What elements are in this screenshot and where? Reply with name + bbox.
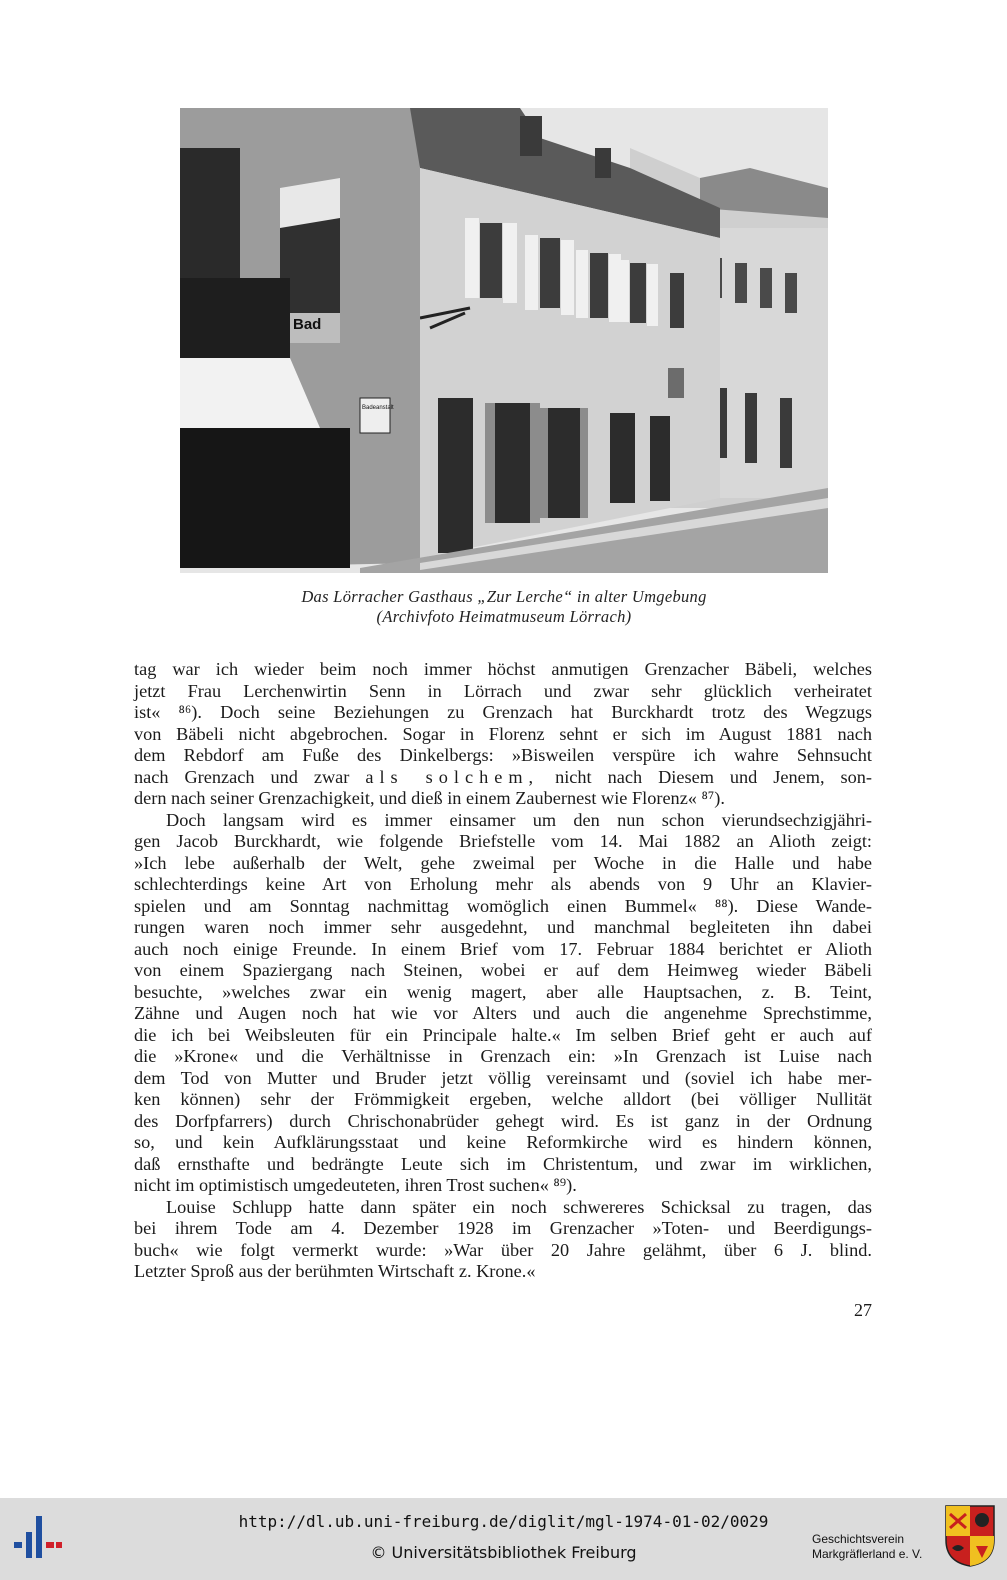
text-line: jetzt Frau Lerchenwirtin Senn in Lörrach und zwar sehr glücklich verheiratet — [134, 680, 872, 701]
text-line: von einem Spaziergang nach Steinen, wobei er auf dem Heimweg wieder Bäbeli — [134, 960, 872, 980]
text-line: buch« wie folgt vermerkt wurde: »War über 20 Jahre gelähmt, über 6 J. blind. — [134, 1239, 872, 1260]
spaced-emphasis: als solchem, — [365, 766, 540, 787]
text-line: von Bäbeli nicht abgebrochen. Sogar in Florenz sehnt er sich im August 1881 nach — [134, 723, 872, 744]
page-number: 27 — [854, 1300, 872, 1320]
copyright-notice: © Universitätsbibliothek Freiburg — [370, 1543, 637, 1562]
text-span: nicht nach Diesem und Jenem, son- — [555, 766, 872, 787]
text-line: tag war ich wieder beim noch immer höchst anmutigen Grenzacher Bäbeli, welches — [134, 659, 872, 679]
text-line: Louise Schlupp hatte dann später ein noch schwereres Schicksal zu tragen, das — [166, 1196, 872, 1217]
association-line-1: Geschichtsverein — [812, 1532, 905, 1546]
text-line: ken können) sehr der Frömmigkeit ergeben, welche alldort (bei völliger Nullität — [134, 1089, 872, 1109]
text-line: nicht im optimistisch umgedeuteten, ihren Trost suchen« ⁸⁹). — [134, 1175, 577, 1195]
text-line: ist« ⁸⁶). Doch seine Beziehungen zu Grenzach hat Burckhardt trotz des Wegzugs — [134, 702, 872, 722]
text-line: rungen waren noch immer sehr ausgedehnt, und manchmal begleiteten ihn dabei — [134, 917, 872, 937]
text-line: daß ernsthafte und bedrängte Leute sich im Christentum, und zwar im wirklichen, — [134, 1153, 872, 1174]
sign-small: Badeanstalt — [362, 405, 394, 411]
text-line: Letzter Sproß aus der berühmten Wirtschaft z. Krone.« — [134, 1261, 536, 1281]
text-line: die »Krone« und die Verhältnisse in Grenzach ein: »In Grenzach ist Luise nach — [134, 1046, 872, 1066]
text-line: des Dorfpfarrers) durch Chrischonabrüder gehegt wird. Es ist ganz in der Ordnung — [134, 1110, 872, 1131]
figure-caption-credit: (Archivfoto Heimatmuseum Lörrach) — [376, 607, 632, 626]
text-line: spielen und am Sonntag nachmittag womöglich einen Bummel« ⁸⁸). Diese Wande- — [134, 895, 872, 916]
footer-bar — [0, 1498, 1007, 1580]
text-line: die ich bei Weibsleuten für ein Principale halte.« Im selben Brief geht er auch auf — [134, 1024, 872, 1045]
source-url-link[interactable]: http://dl.ub.uni-freiburg.de/diglit/mgl-1974-01-02/0029 — [238, 1512, 769, 1531]
text-line: gen Jacob Burckhardt, wie folgende Briefstelle vom 14. Mai 1882 an Alioth zeigt: — [134, 831, 872, 851]
body-text — [134, 659, 872, 1283]
association-name — [812, 1532, 942, 1562]
text-line: auch noch einige Freunde. In einem Brief vom 17. Februar 1884 berichtet er Alioth — [134, 938, 872, 959]
text-line: besuchte, »welches zwar ein wenig magert, aber alle Hauptsachen, z. B. Teint, — [134, 981, 872, 1002]
text-line — [134, 767, 872, 789]
sign-bad: Bad — [293, 316, 322, 333]
text-line: dem Rebdorf am Fuße des Dinkelbergs: »Bisweilen verspüre ich wahre Sehnsucht — [134, 745, 872, 765]
coat-of-arms-icon — [944, 1504, 996, 1568]
text-line: dern nach seiner Grenzachigkeit, und dieß in einem Zaubernest wie Florenz« ⁸⁷). — [134, 788, 725, 808]
text-line: so, und kein Aufklärungsstaat und keine Reformkirche wird es hindern können, — [134, 1132, 872, 1152]
text-line: schlechterdings keine Art von Erholung mehr als abends von 9 Uhr an Klavier- — [134, 874, 872, 894]
street-photograph — [180, 108, 828, 573]
text-line: dem Tod von Mutter und Bruder jetzt völlig vereinsamt und (soviel ich habe mer- — [134, 1067, 872, 1088]
text-line: Doch langsam wird es immer einsamer um den nun schon vierundsechzigjähri- — [166, 809, 872, 830]
text-span: nach Grenzach und zwar — [134, 766, 350, 787]
text-line: »Ich lebe außerhalb der Welt, gehe zweimal per Woche in die Halle und habe — [134, 852, 872, 873]
figure-caption-title: Das Lörracher Gasthaus „Zur Lerche“ in alter Umgebung — [301, 587, 707, 606]
text-line: Zähne und Augen noch hat wie vor Alters und auch die angenehme Sprechstimme, — [134, 1003, 872, 1023]
association-line-2: Markgräflerland e. V. — [812, 1547, 923, 1561]
text-line: bei ihrem Tode am 4. Dezember 1928 im Grenzacher »Toten- und Beerdigungs- — [134, 1218, 872, 1238]
